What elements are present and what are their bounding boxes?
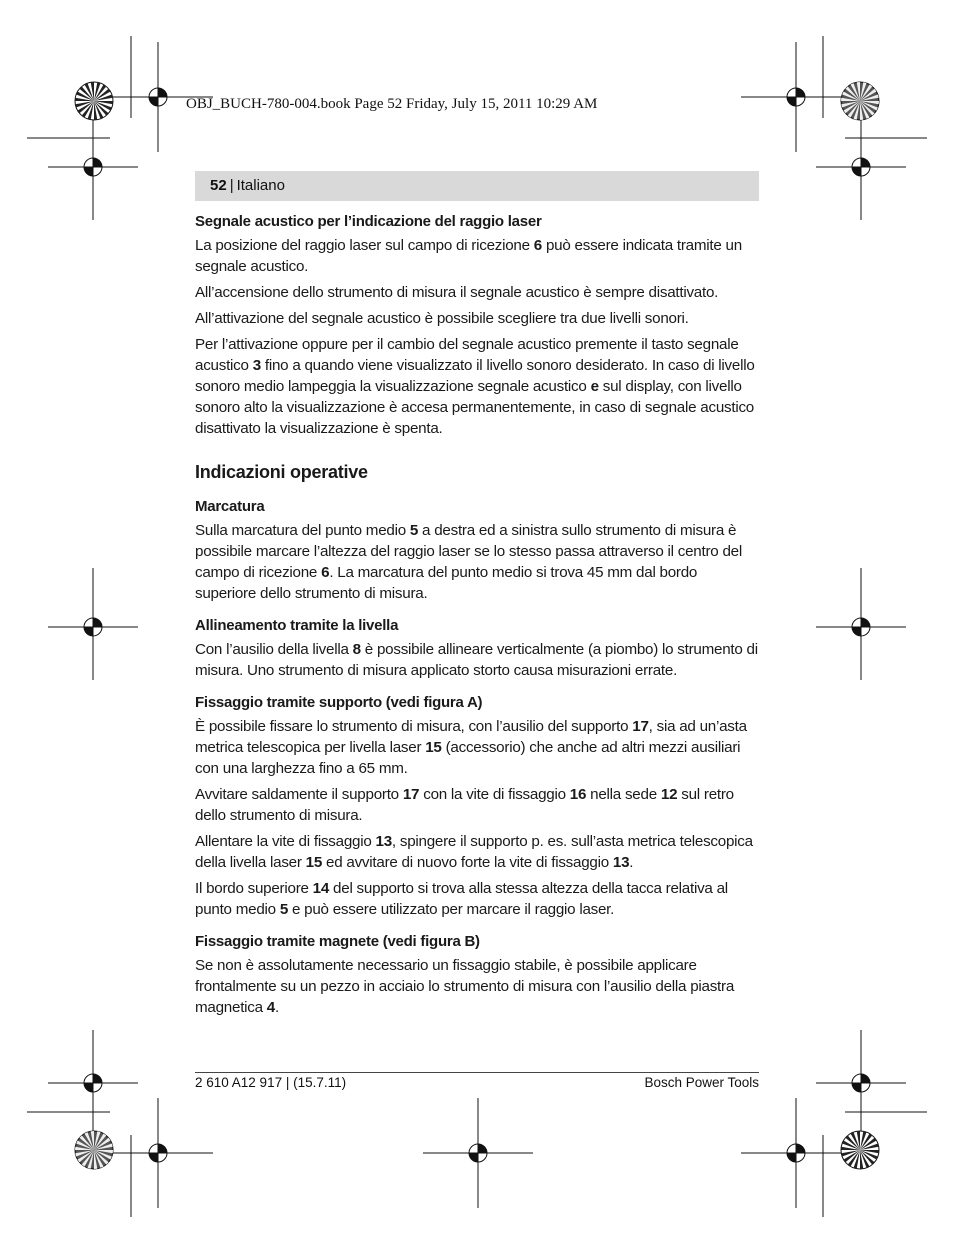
reference-number: 8 bbox=[352, 641, 361, 658]
reference-number: 13 bbox=[612, 854, 630, 871]
registration-crosshair bbox=[816, 582, 906, 672]
reference-number: 5 bbox=[279, 901, 289, 918]
page-number: 52 bbox=[210, 177, 227, 194]
reference-number: 5 bbox=[409, 522, 419, 539]
support-heading: Fissaggio tramite supporto (vedi figura A) bbox=[195, 694, 483, 711]
reference-number: e bbox=[590, 378, 599, 395]
registration-crosshair bbox=[741, 1098, 851, 1208]
reference-number: 6 bbox=[321, 564, 330, 581]
reference-number: 13 bbox=[375, 833, 392, 850]
reference-number: 17 bbox=[402, 786, 420, 803]
level-heading: Allineamento tramite la livella bbox=[195, 617, 399, 634]
reference-number: 14 bbox=[312, 880, 330, 897]
registration-crosshair bbox=[48, 1038, 138, 1128]
reference-number: 3 bbox=[252, 357, 261, 374]
registration-crosshair bbox=[48, 582, 138, 672]
reference-number: 12 bbox=[660, 786, 678, 803]
acoustic-paragraph-4: Per l’attivazione oppure per il cambio del segnale acustico premente il tasto segnale acustico 3 fino a quando viene visualizzato il livello sonoro desiderato. In caso di livello sonoro medio lampeggia la visualizzazione segnale acustico e sul display, con livello sonoro alto la visualizzazione è accesa permanentemente, in caso di segnale acustico disattivato la visualizzazione è spenta. bbox=[195, 336, 755, 437]
page-header bbox=[195, 171, 759, 201]
header-separator: | bbox=[229, 177, 234, 194]
support-paragraph-1: È possibile fissare lo strumento di misura, con l’ausilio del supporto 17, sia ad un’asta metrica telescopica per livella laser 15 (accessorio) che anche ad altri mezzi ausiliari con una larghezza fino a 65 mm. bbox=[195, 718, 747, 777]
registration-starburst bbox=[841, 1131, 879, 1169]
footer-document-code: 2 610 A12 917 | (15.7.11) bbox=[195, 1075, 347, 1090]
registration-crosshair bbox=[816, 1038, 906, 1128]
operating-instructions-title: Indicazioni operative bbox=[195, 462, 368, 482]
footer-brand: Bosch Power Tools bbox=[644, 1075, 759, 1090]
reference-number: 17 bbox=[632, 718, 649, 735]
footer-rule bbox=[195, 1072, 759, 1073]
reference-number: 15 bbox=[425, 739, 442, 756]
registration-starburst bbox=[75, 82, 113, 120]
marking-paragraph-1: Sulla marcatura del punto medio 5 a destra ed a sinistra sullo strumento di misura è possibile marcare l’altezza del raggio laser se lo stesso passa attraverso il centro del campo di ricezione 6. La marcatura del punto medio si trova 45 mm dal bordo superiore dello strumento di misura. bbox=[195, 522, 742, 602]
page-content bbox=[195, 211, 759, 1023]
registration-starburst bbox=[841, 82, 879, 120]
level-paragraph-1: Con l’ausilio della livella 8 è possibile allineare verticalmente (a piombo) lo strumento di misura. Uno strumento di misura applicato storto causa misurazioni errate. bbox=[195, 641, 758, 679]
magnet-heading: Fissaggio tramite magnete (vedi figura B) bbox=[195, 933, 480, 950]
registration-starburst bbox=[75, 1131, 113, 1169]
registration-crosshair bbox=[48, 122, 138, 212]
header-language: Italiano bbox=[236, 177, 285, 194]
registration-crosshair bbox=[741, 42, 851, 152]
reference-number: 6 bbox=[533, 237, 542, 254]
reference-number: 15 bbox=[305, 854, 323, 871]
reference-number: 16 bbox=[569, 786, 587, 803]
printer-slug-line: OBJ_BUCH-780-004.book Page 52 Friday, July 15, 2011 10:29 AM bbox=[186, 96, 598, 112]
marking-heading: Marcatura bbox=[195, 498, 265, 515]
acoustic-paragraph-1: La posizione del raggio laser sul campo di ricezione 6 può essere indicata tramite un segnale acustico. bbox=[195, 237, 742, 275]
magnet-paragraph-1: Se non è assolutamente necessario un fissaggio stabile, è possibile applicare frontalmente su un pezzo in acciaio lo strumento di misura con l’ausilio della piastra magnetica 4. bbox=[195, 957, 735, 1016]
acoustic-paragraph-3: All’attivazione del segnale acustico è possibile scegliere tra due livelli sonori. bbox=[195, 310, 689, 327]
registration-crosshair bbox=[816, 122, 906, 212]
support-paragraph-4: Il bordo superiore 14 del supporto si trova alla stessa altezza della tacca relativa al punto medio 5 e può essere utilizzato per marcare il raggio laser. bbox=[195, 880, 728, 918]
support-paragraph-2: Avvitare saldamente il supporto 17 con la vite di fissaggio 16 nella sede 12 sul retro dello strumento di misura. bbox=[195, 786, 734, 824]
acoustic-paragraph-2: All’accensione dello strumento di misura il segnale acustico è sempre disattivato. bbox=[195, 284, 719, 301]
registration-crosshair bbox=[423, 1098, 533, 1208]
acoustic-signal-heading: Segnale acustico per l’indicazione del raggio laser bbox=[195, 213, 542, 230]
support-paragraph-3: Allentare la vite di fissaggio 13, spingere il supporto p. es. sull’asta metrica telescopica della livella laser 15 ed avvitare di nuovo forte la vite di fissaggio 13. bbox=[195, 833, 753, 871]
reference-number: 4 bbox=[266, 999, 275, 1016]
registration-crosshair bbox=[103, 1098, 213, 1208]
